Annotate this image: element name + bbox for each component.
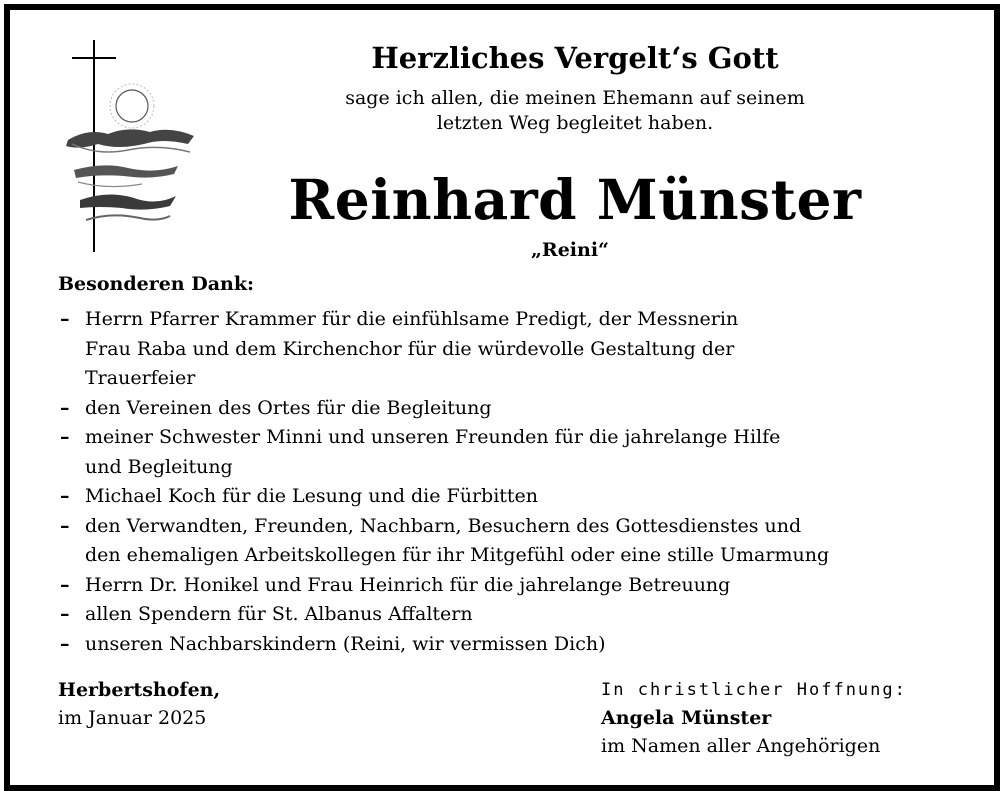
intro-text: [260, 86, 890, 136]
list-item: – unseren Nachbarskindern (Reini, wir vermissen Dich): [58, 630, 978, 660]
intro-line: sage ich allen, die meinen Ehemann auf seinem: [345, 87, 805, 109]
deceased-nickname: „Reini“: [531, 239, 609, 261]
cross-landscape-icon: [58, 40, 198, 252]
list-item: – Herrn Pfarrer Krammer für die einfühlsame Predigt, der Messnerin Frau Raba und dem Kirchenchor für die würdevolle Gestaltung der Trauerfeier: [58, 305, 978, 394]
date: im Januar 2025: [58, 707, 207, 729]
thanks-heading: Besonderen Dank:: [58, 273, 255, 295]
deceased-name: Reinhard Münster: [288, 167, 862, 232]
list-item: – allen Spendern für St. Albanus Affaltern: [58, 600, 978, 630]
place-date: [58, 676, 220, 732]
thanks-list: [58, 305, 978, 659]
intro-line: letzten Weg begleitet haben.: [436, 112, 714, 134]
list-item: – den Vereinen des Ortes für die Begleitung: [58, 394, 978, 424]
closing-text: In christlicher Hoffnung:: [601, 680, 907, 700]
place: Herbertshofen,: [58, 679, 221, 701]
signer-name: Angela Münster: [601, 707, 772, 729]
header: [260, 38, 890, 136]
obituary-card: [4, 4, 1000, 791]
page-title: Herzliches Vergelt‘s Gott: [371, 41, 779, 75]
signature-block: [601, 676, 907, 760]
list-item: – Herrn Dr. Honikel und Frau Heinrich für die jahrelange Betreuung: [58, 571, 978, 601]
list-item: – meiner Schwester Minni und unseren Freunden für die jahrelange Hilfe und Begleitung: [58, 423, 978, 482]
list-item: – Michael Koch für die Lesung und die Fürbitten: [58, 482, 978, 512]
signer-note: im Namen aller Angehörigen: [601, 735, 881, 757]
list-item: – den Verwandten, Freunden, Nachbarn, Besuchern des Gottesdienstes und den ehemaligen Arbeitskollegen für ihr Mitgefühl oder eine stille Umarmung: [58, 512, 978, 571]
